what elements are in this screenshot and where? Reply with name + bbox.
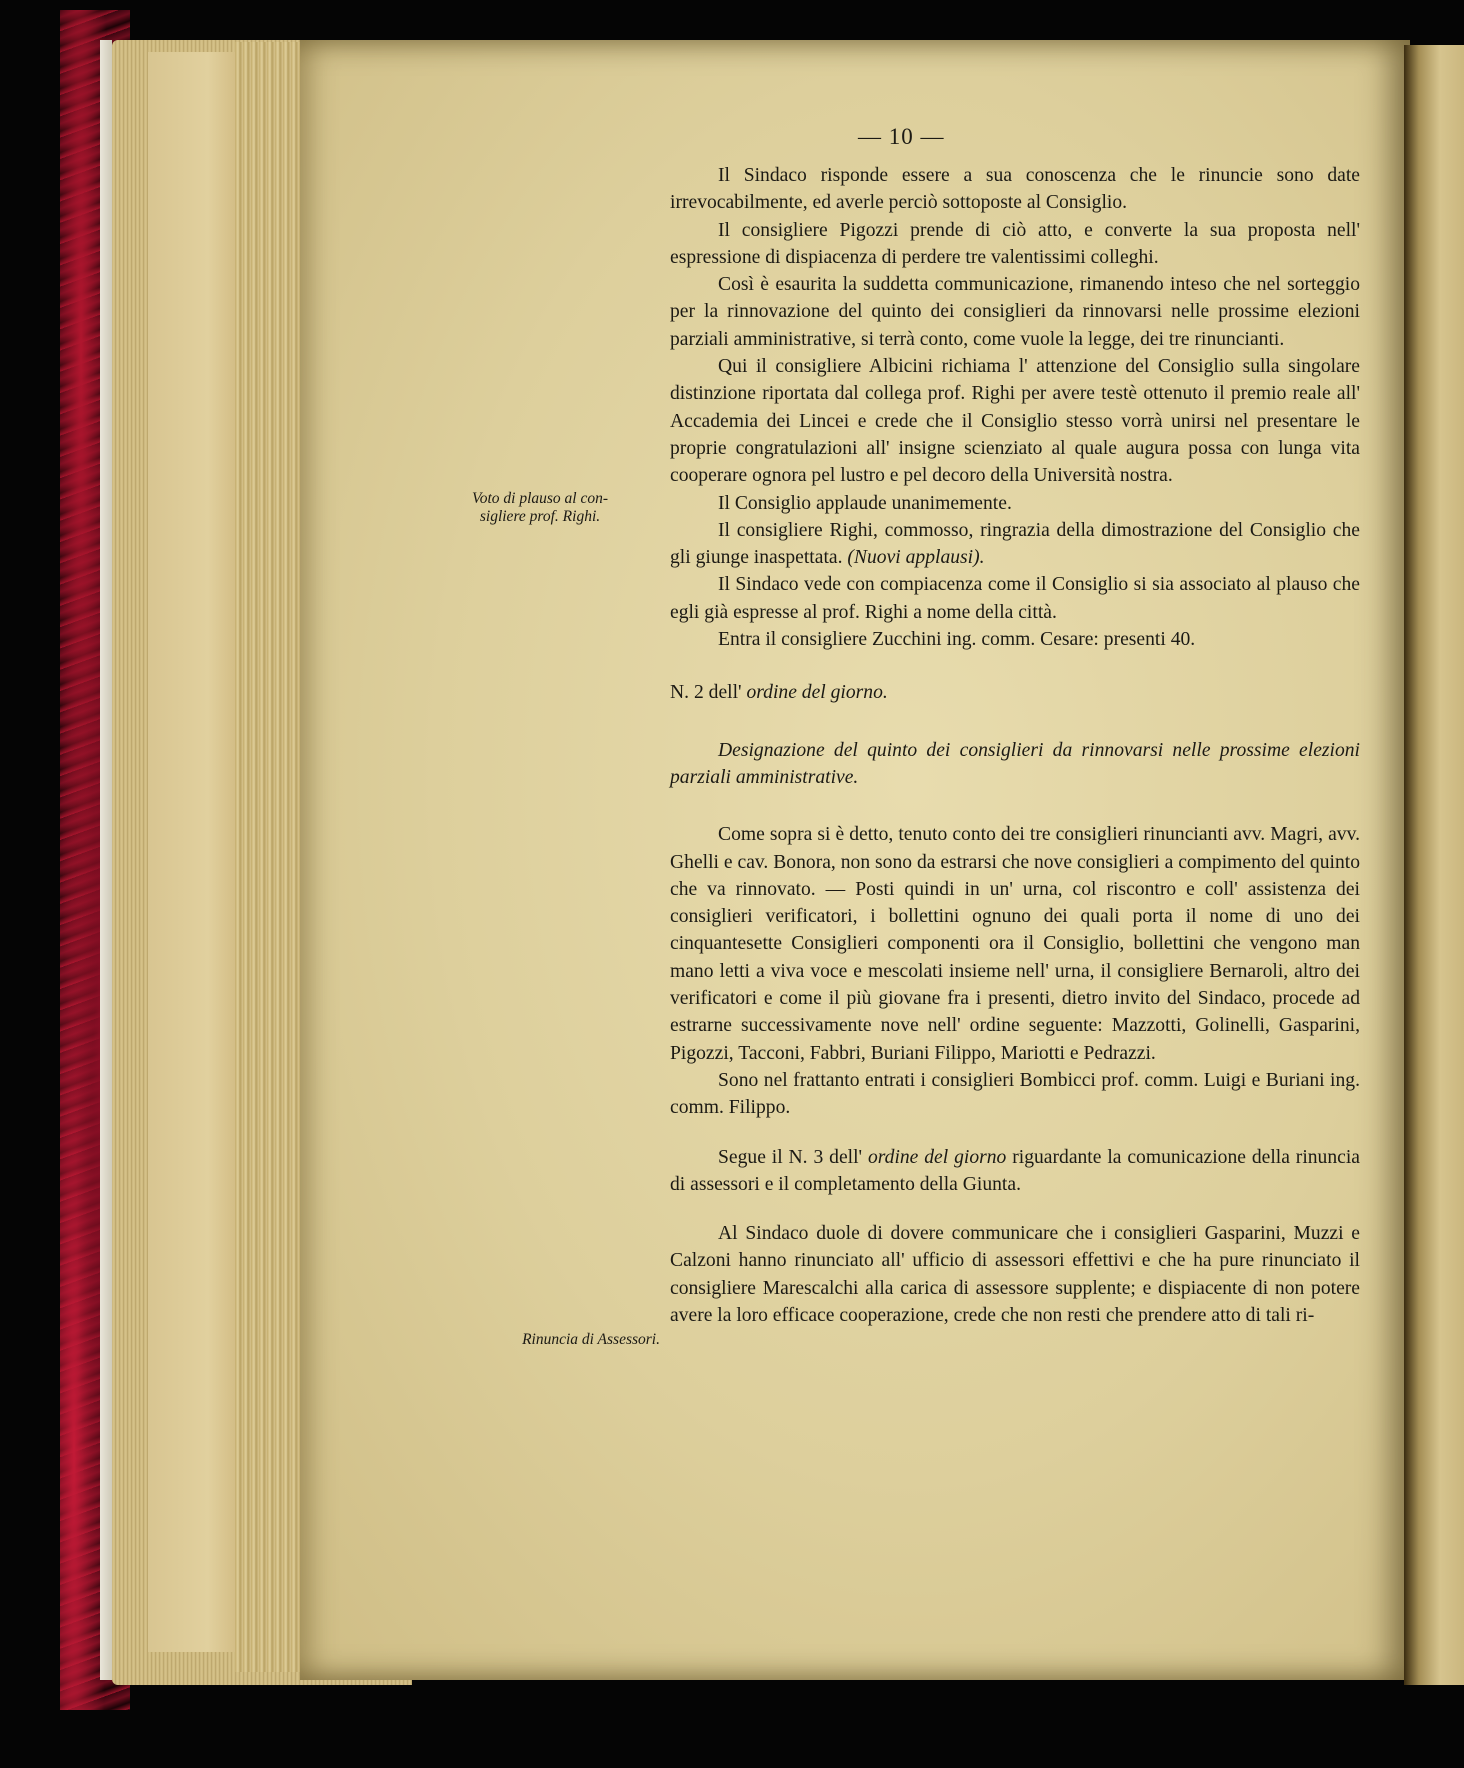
paragraph-righi bbox=[670, 517, 1360, 572]
paragraph-compiacenza: Il Sindaco vede con compiacenza come il Consiglio si sia associato al plauso che egli già espresse al prof. Righi a nome della città. bbox=[670, 574, 1360, 623]
next-page-sliver bbox=[1404, 45, 1464, 1685]
facing-page-edge bbox=[148, 52, 248, 1652]
nuovi-applausi: (Nuovi applausi). bbox=[847, 547, 985, 569]
cover-edge bbox=[100, 40, 112, 1680]
margin-note-voto-line1: Voto di plauso al con- bbox=[471, 490, 609, 507]
agenda-item-2-heading bbox=[670, 679, 1360, 706]
page-body bbox=[670, 162, 1360, 1329]
paragraph-entrati: Sono nel frattanto entrati i consiglieri Bombicci prof. comm. Luigi e Buriani ing. comm. Filippo. bbox=[670, 1069, 1360, 1119]
paragraph-applaude: Il Consiglio applaude unanimemente. bbox=[718, 492, 1012, 514]
paragraph-albicini: Qui il consigliere Albicini richiama l' attenzione del Consiglio sulla singolare distinzione riportata dal collega prof. Righi per avere testè ottenuto il premio reale all' Accademia dei Lincei e crede che il Consiglio stesso vorrà unirsi nel presentare le proprie congratulazioni all' insigne scienziato al quale augura possa con lunga vita cooperare ognora pel lustro e pel decoro della Università nostra. bbox=[670, 356, 1360, 487]
segue-text-c: riguardante la comunicazione della rinuncia di assessori e il completamento della Giunta. bbox=[670, 1146, 1360, 1195]
paragraph-segue-n3 bbox=[670, 1144, 1360, 1199]
paragraph-pigozzi: Il consigliere Pigozzi prende di ciò atto, e converte la sua proposta nell' espressione di dispiacenza di perdere tre valentissimi colleghi. bbox=[670, 219, 1360, 268]
paragraph-sindaco-risponde: Il Sindaco risponde essere a sua conoscenza che le rinuncie sono date irrevocabilmente, ed averle perciò sottoposte al Consiglio. bbox=[670, 165, 1360, 214]
page-number: — 10 — bbox=[858, 124, 945, 149]
margin-note-voto-line2: sigliere prof. Righi. bbox=[479, 508, 601, 525]
agenda-item-2-title: Designazione del quinto dei consiglieri da rinnovarsi nelle prossime elezioni parziali amministrative. bbox=[670, 739, 1360, 788]
margin-note-voto bbox=[430, 490, 650, 526]
paragraph-sindaco-duole: Al Sindaco duole di dovere communicare che i consiglieri Gasparini, Muzzi e Calzoni hanno rinunciato all' ufficio di assessori effettivi e che ha pure rinunciato il consigliere Marescalchi alla carica di assessore supplente; e dispiacente di non potere avere la loro efficace cooperazione, crede che non resti che prendere atto di tali ri- bbox=[670, 1223, 1360, 1326]
agenda-item-2-number: N. 2 dell' bbox=[670, 682, 742, 704]
segue-ordine: ordine del giorno bbox=[867, 1146, 1007, 1168]
paragraph-sorteggio: Come sopra si è detto, tenuto conto dei tre consiglieri rinuncianti avv. Magri, avv. Ghelli e cav. Bonora, non sono da estrarsi che nove consiglieri a compimento del quinto che va rinnovato. — Posti quindi in un' urna, col riscontro e coll' assistenza dei consiglieri verificatori, i bollettini ognuno dei quali porta il nome di uno dei cinquantesette Consiglieri componenti ora il Consiglio, bollettini che vengono man mano letti a viva voce e mescolati insieme nell' urna, il consigliere Bernaroli, altro dei verificatori e come il più giovane fra i presenti, dietro invito del Sindaco, procede ad estrarne successivamente nove nell' ordine seguente: Mazzotti, Golinelli, Gasparini, Pigozzi, Tacconi, Fabbri, Buriani Filippo, Mariotti e Pedrazzi. bbox=[670, 824, 1360, 1064]
paragraph-zucchini: Entra il consigliere Zucchini ing. comm. Cesare: presenti 40. bbox=[718, 629, 1196, 651]
righi-text: Il consigliere Righi, commosso, ringrazia della dimostrazione del Consiglio che gli giunge inaspettata. bbox=[670, 519, 1360, 569]
paragraph-esaurita: Così è esaurita la suddetta communicazione, rimanendo inteso che nel sorteggio per la rinnovazione del quinto dei consiglieri da rinnovarsi nelle prossime elezioni parziali amministrative, si terrà conto, come vuole la legge, dei tre rinuncianti. bbox=[670, 274, 1360, 350]
agenda-item-2-label: ordine del giorno. bbox=[746, 682, 888, 704]
segue-text-a: Segue il N. 3 dell' bbox=[718, 1146, 863, 1168]
margin-note-rinuncia: Rinuncia di Assessori. bbox=[522, 1331, 660, 1348]
